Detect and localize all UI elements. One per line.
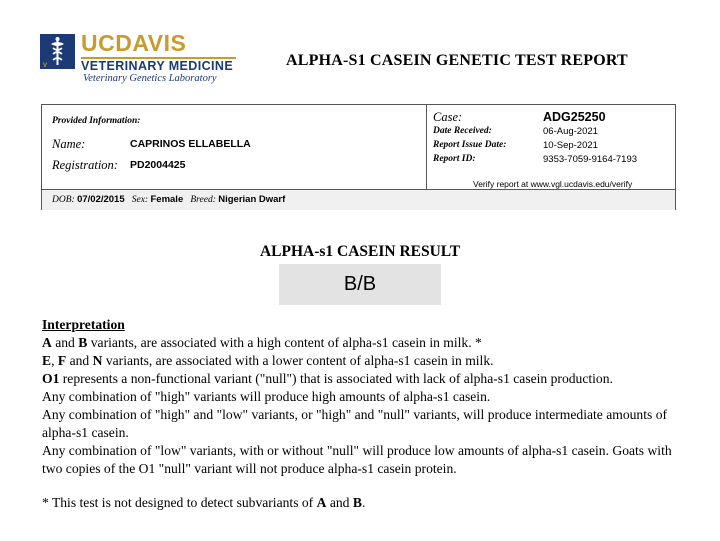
report-id: 9353-7059-9164-7193 xyxy=(543,154,638,165)
interpretation-heading: Interpretation xyxy=(42,317,125,332)
logo-vgl: Veterinary Genetics Laboratory xyxy=(83,73,217,84)
interp-line-5: Any combination of "high" and "low" variants, or "high" and "null" variants, will produce intermediate amounts of alpha-s1 casein. xyxy=(42,407,668,440)
case-label: Case: xyxy=(433,110,463,124)
verify-link[interactable]: Verify report at www.vgl.ucdavis.edu/verify xyxy=(473,179,633,189)
date-received: 06-Aug-2021 xyxy=(543,126,598,137)
animal-details-bar xyxy=(42,189,675,210)
interpretation-section xyxy=(42,316,682,478)
animal-details: DOB: 07/02/2015 Sex: Female Breed: Nigerian Dwarf xyxy=(52,194,286,205)
ucdavis-logo xyxy=(40,30,250,86)
registration-number: PD2004425 xyxy=(130,159,186,171)
case-id: ADG25250 xyxy=(543,110,606,124)
case-panel xyxy=(426,105,675,189)
issue-date-label: Report Issue Date: xyxy=(433,140,507,150)
report-id-label: Report ID: xyxy=(433,154,476,164)
logo-vet-med: VETERINARY MEDICINE xyxy=(81,59,234,73)
caduceus-seal-icon xyxy=(40,34,75,69)
interp-line-2: E, F and N variants, are associated with a lower content of alpha-s1 casein in milk. xyxy=(42,353,494,368)
registration-label: Registration: xyxy=(52,158,118,172)
result-title: ALPHA-s1 CASEIN RESULT xyxy=(259,243,461,260)
animal-name: CAPRINOS ELLABELLA xyxy=(130,138,251,150)
provided-heading: Provided Information: xyxy=(52,116,141,126)
interp-line-4: Any combination of "high" variants will produce high amounts of alpha-s1 casein. xyxy=(42,389,491,404)
interp-line-3: O1 represents a non-functional variant ("null") that is associated with lack of alpha-s1 casein production. xyxy=(42,371,613,386)
result-value: B/B xyxy=(279,264,441,305)
date-received-label: Date Received: xyxy=(433,126,492,136)
info-box xyxy=(41,104,676,210)
provided-info-panel xyxy=(42,105,427,189)
svg-text:V: V xyxy=(43,63,48,69)
interp-line-6: Any combination of "low" variants, with or without "null" will produce low amounts of alpha-s1 casein. Goats with two copies of the O1 "null" variant will not produce alpha-s1 casein protein. xyxy=(42,443,672,476)
logo-wordmark: UCDAVIS xyxy=(81,30,187,56)
footnote: * This test is not designed to detect subvariants of A and B. xyxy=(42,495,366,510)
report-title: ALPHA-S1 CASEIN GENETIC TEST REPORT xyxy=(286,52,628,69)
interp-line-1: A and B variants, are associated with a high content of alpha-s1 casein in milk. * xyxy=(42,335,482,350)
issue-date: 10-Sep-2021 xyxy=(543,140,598,151)
name-label: Name: xyxy=(52,137,86,151)
